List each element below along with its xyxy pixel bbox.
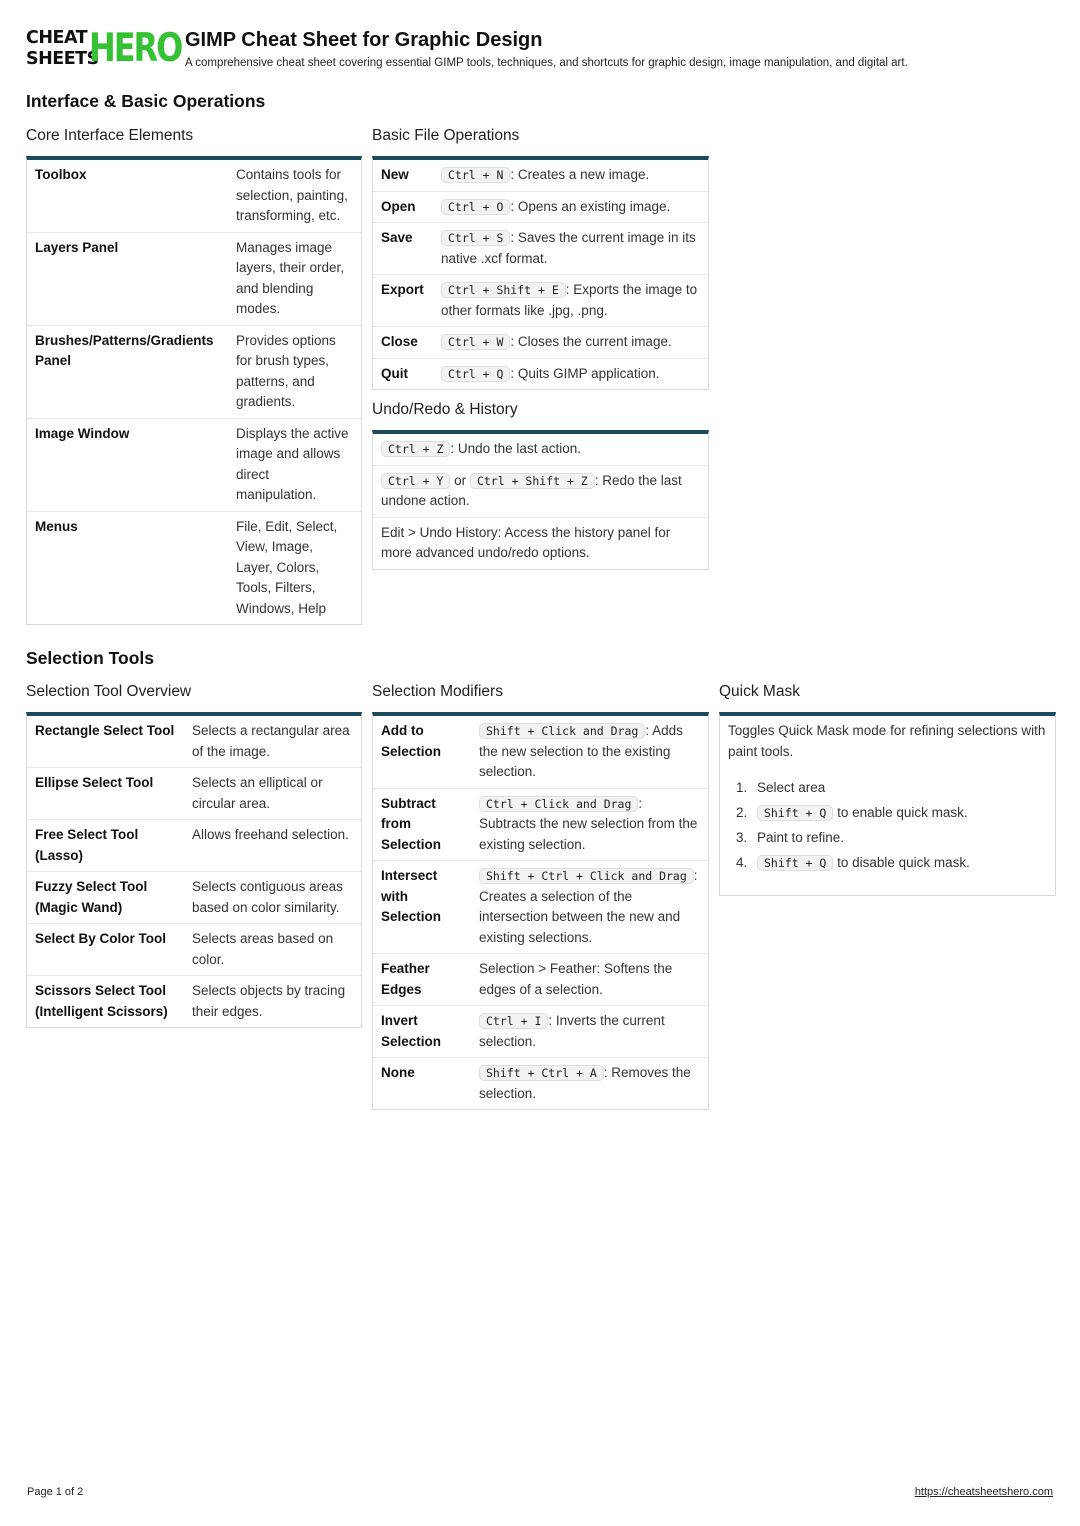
table-row — [373, 275, 708, 327]
tool-name-cell: Ellipse Select Tool — [27, 768, 184, 820]
shortcut-key: Shift + Q — [757, 855, 833, 871]
description-text: Selection > Feather: Softens the edges of a selection. — [479, 961, 673, 997]
undo-redo-card — [372, 430, 709, 570]
step-text-wrap — [757, 853, 970, 873]
shortcut-key: Ctrl + S — [441, 230, 510, 246]
description-cell: Allows freehand selection. — [184, 820, 361, 872]
table-row — [373, 788, 708, 861]
selection-overview-heading: Selection Tool Overview — [26, 683, 192, 700]
shortcut-key: Shift + Click and Drag — [479, 723, 645, 739]
step-text: to disable quick mask. — [837, 855, 970, 870]
description-text: : Quits GIMP application. — [510, 365, 660, 381]
description-cell: Selects a rectangular area of the image. — [192, 723, 350, 759]
shortcut-key: Ctrl + Q — [441, 366, 510, 382]
command-cell: Quit — [373, 358, 433, 389]
table-row — [27, 976, 361, 1028]
quick-mask-card — [719, 712, 1056, 896]
description-cell — [471, 716, 708, 788]
step-text-wrap — [757, 778, 825, 798]
table-row — [27, 160, 361, 232]
command-cell: New — [381, 167, 409, 182]
description-text: : Inverts the current selection. — [479, 1013, 665, 1049]
table-row — [27, 768, 361, 820]
description-cell: Manages image layers, their order, and blending modes. — [228, 232, 361, 325]
description-cell — [433, 358, 708, 389]
description-cell: Selects an elliptical or circular area. — [184, 768, 361, 820]
core-interface-table — [27, 160, 361, 624]
table-row — [27, 924, 361, 976]
step-number: 3. — [736, 830, 748, 845]
command-cell: Save — [373, 223, 433, 275]
description-cell: Selects objects by tracing their edges. — [184, 976, 361, 1028]
shortcut-key: Shift + Q — [757, 805, 833, 821]
selection-modifiers-card — [372, 712, 709, 1110]
description-cell: Selects areas based on color. — [184, 924, 361, 976]
list-item — [736, 853, 1047, 873]
table-row — [373, 358, 708, 389]
description-text: : Opens an existing image. — [510, 198, 671, 214]
description-cell — [471, 861, 708, 954]
description-cell — [471, 1006, 708, 1058]
table-row — [373, 1006, 708, 1058]
description-cell: Selects contiguous areas based on color similarity. — [184, 872, 361, 924]
term-cell: Brushes/Patterns/Gradients Panel — [27, 325, 228, 418]
quick-mask-steps — [720, 762, 1055, 890]
description-text: : Removes the selection. — [479, 1065, 691, 1101]
term-cell: Toolbox — [35, 167, 87, 182]
step-number: 2. — [736, 805, 748, 820]
term-cell: Image Window — [27, 418, 228, 511]
shortcut-key: Shift + Ctrl + Click and Drag — [479, 868, 694, 884]
description-cell: Displays the active image and allows direct manipulation. — [228, 418, 361, 511]
list-item — [736, 828, 1047, 848]
shortcut-key: Ctrl + Z — [381, 441, 450, 457]
undo-description: : Undo the last action. — [450, 441, 581, 456]
table-row — [373, 223, 708, 275]
shortcut-key: Ctrl + Y — [381, 473, 450, 489]
cheatsheetshero-logo[interactable] — [26, 26, 182, 72]
tool-name-cell: Select By Color Tool — [27, 924, 184, 976]
step-text-wrap — [757, 828, 844, 848]
step-text: Select area — [757, 780, 826, 795]
selection-overview-table — [27, 716, 361, 1027]
file-operations-heading: Basic File Operations — [372, 127, 520, 144]
command-cell: Close — [373, 327, 433, 359]
table-row — [27, 716, 361, 768]
description-cell — [471, 954, 708, 1006]
description-cell: File, Edit, Select, View, Image, Layer, Colors, Tools, Filters, Windows, Help — [228, 511, 361, 624]
description-cell — [433, 327, 708, 359]
redo-row — [373, 465, 708, 517]
description-cell — [433, 191, 708, 223]
table-row — [373, 716, 708, 788]
quick-mask-heading: Quick Mask — [719, 683, 800, 700]
description-text: : Creates a selection of the intersection between the new and existing selections. — [479, 868, 698, 945]
description-text: : Closes the current image. — [510, 334, 672, 349]
term-cell: Layers Panel — [27, 232, 228, 325]
table-row — [373, 160, 708, 191]
shortcut-key: Ctrl + W — [441, 334, 510, 350]
page-subtitle: A comprehensive cheat sheet covering essential GIMP tools, techniques, and shortcuts for graphic design, image manipulation, and digital art. — [185, 57, 908, 69]
shortcut-key: Ctrl + N — [441, 167, 510, 183]
shortcut-key: Ctrl + Shift + Z — [470, 473, 595, 489]
description-text: : Saves the current image in its native .xcf format. — [441, 230, 696, 266]
history-row: Edit > Undo History: Access the history panel for more advanced undo/redo options. — [373, 517, 708, 569]
description-cell — [433, 223, 708, 275]
undo-row — [373, 434, 708, 465]
table-row — [27, 325, 361, 418]
description-cell: Contains tools for selection, painting, transforming, etc. — [236, 167, 348, 223]
logo-text-sheets: SHEETS — [26, 49, 99, 69]
section-heading-interface: Interface & Basic Operations — [26, 91, 266, 111]
site-link[interactable]: https://cheatsheetshero.com — [914, 1486, 1053, 1498]
table-row — [27, 820, 361, 872]
modifier-cell: None — [373, 1058, 471, 1110]
quick-mask-intro: Toggles Quick Mask mode for refining selections with paint tools. — [728, 723, 1046, 759]
modifier-cell: Invert Selection — [373, 1006, 471, 1058]
table-row — [373, 861, 708, 954]
redo-description: : Redo the last undone action. — [381, 472, 682, 508]
core-interface-card — [26, 156, 362, 625]
step-number: 1. — [736, 780, 748, 795]
logo-text-cheat: CHEAT — [26, 28, 88, 48]
list-item — [736, 778, 1047, 798]
step-text-wrap — [757, 803, 968, 823]
shortcut-key: Ctrl + Click and Drag — [479, 796, 638, 812]
file-operations-table — [373, 160, 708, 389]
modifier-cell: Feather Edges — [373, 954, 471, 1006]
file-operations-card — [372, 156, 709, 390]
table-row — [373, 954, 708, 1006]
step-number: 4. — [736, 855, 748, 870]
description-cell: Provides options for brush types, patterns, and gradients. — [228, 325, 361, 418]
selection-modifiers-table — [373, 716, 708, 1109]
shortcut-key: Shift + Ctrl + A — [479, 1065, 604, 1081]
table-row — [373, 191, 708, 223]
table-row — [27, 872, 361, 924]
description-text: : Subtracts the new selection from the existing selection. — [479, 795, 698, 852]
description-cell — [433, 160, 708, 191]
table-row — [27, 418, 361, 511]
page-header — [26, 28, 1066, 78]
or-text: or — [454, 472, 467, 488]
undo-redo-heading: Undo/Redo & History — [372, 401, 518, 418]
tool-name-cell: Free Select Tool (Lasso) — [27, 820, 184, 872]
page-number: Page 1 of 2 — [27, 1486, 84, 1498]
page-title: GIMP Cheat Sheet for Graphic Design — [185, 29, 543, 51]
step-text: Paint to refine. — [757, 830, 845, 845]
description-text: : Creates a new image. — [510, 167, 650, 182]
selection-overview-card — [26, 712, 362, 1028]
logo-text-hero: HERO — [89, 26, 182, 71]
table-row — [373, 1058, 708, 1110]
table-row — [27, 511, 361, 624]
description-cell — [471, 1058, 708, 1110]
shortcut-key: Ctrl + I — [479, 1013, 548, 1029]
shortcut-key: Ctrl + O — [441, 199, 510, 215]
core-interface-heading: Core Interface Elements — [26, 127, 194, 144]
command-cell: Export — [373, 275, 433, 327]
description-cell — [471, 788, 708, 861]
description-text: : Adds the new selection to the existing selection. — [479, 723, 683, 779]
term-cell: Menus — [27, 511, 228, 624]
tool-name-cell: Fuzzy Select Tool (Magic Wand) — [27, 872, 184, 924]
step-text: to enable quick mask. — [837, 805, 968, 820]
command-cell: Open — [373, 191, 433, 223]
tool-name-cell: Scissors Select Tool (Intelligent Scissors) — [27, 976, 184, 1028]
modifier-cell: Add to Selection — [381, 723, 442, 759]
table-row — [27, 232, 361, 325]
table-row — [373, 327, 708, 359]
tool-name-cell: Rectangle Select Tool — [35, 723, 175, 738]
modifier-cell: Intersect with Selection — [373, 861, 471, 954]
description-cell — [433, 275, 708, 327]
description-text: : Exports the image to other formats like .jpg, .png. — [441, 282, 698, 318]
list-item — [736, 803, 1047, 823]
modifier-cell: Subtract from Selection — [373, 788, 471, 861]
shortcut-key: Ctrl + Shift + E — [441, 282, 566, 298]
section-heading-selection: Selection Tools — [26, 648, 155, 668]
selection-modifiers-heading: Selection Modifiers — [372, 683, 503, 700]
